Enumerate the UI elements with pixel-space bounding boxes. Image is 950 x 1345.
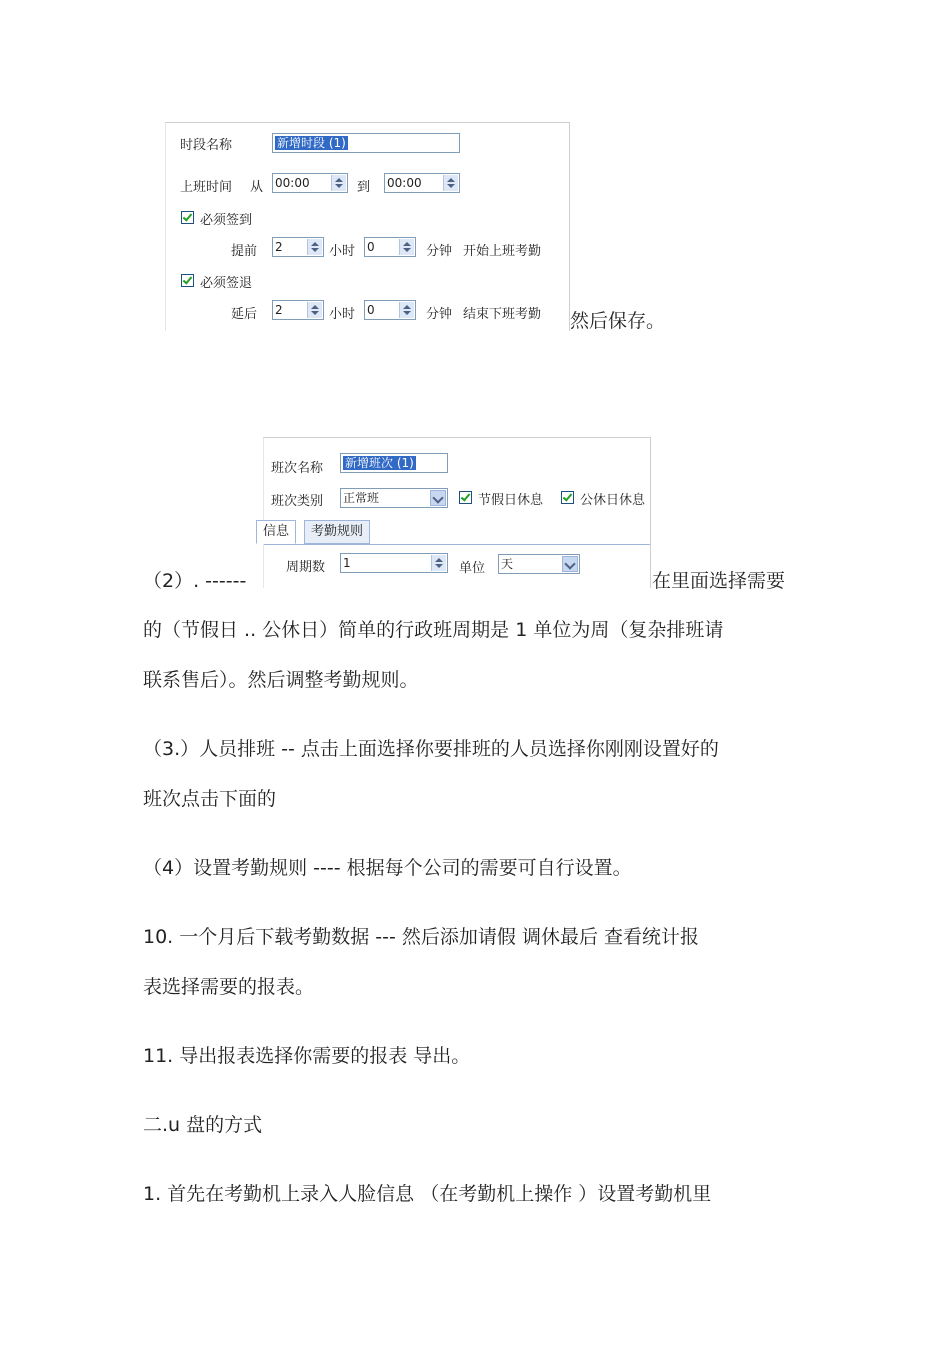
shift-type-value: 正常班	[343, 491, 380, 505]
must-checkin-checkbox[interactable]	[181, 211, 194, 224]
from-time-value: 00:00	[275, 176, 310, 190]
period-name-label: 时段名称	[180, 138, 233, 153]
hour-label-1: 小时	[329, 244, 356, 259]
tab-bar	[264, 520, 650, 545]
tab-attendance-rules[interactable]: 考勤规则	[304, 520, 370, 544]
cycle-stepper[interactable]	[340, 553, 448, 573]
public-rest-label: 公休日休息	[580, 493, 646, 508]
delay-minutes-value: 0	[367, 303, 375, 317]
to-time-spin-icon[interactable]	[443, 175, 458, 191]
para-3-line2: 班次点击下面的	[143, 788, 277, 810]
advance-hours-value: 2	[275, 240, 283, 254]
hour-label-2: 小时	[329, 307, 356, 322]
advance-hours-stepper[interactable]	[272, 237, 324, 257]
para-2-line3: 联系售后）。然后调整考勤规则。	[143, 669, 419, 691]
to-label: 到	[357, 180, 371, 195]
unit-label: 单位	[459, 561, 486, 576]
delay-hours-spin-icon[interactable]	[307, 302, 322, 318]
end-checkout-text: 结束下班考勤	[463, 307, 542, 322]
delay-hours-stepper[interactable]	[272, 300, 324, 320]
public-rest-checkbox[interactable]	[561, 491, 574, 504]
shift-type-select[interactable]	[340, 488, 448, 508]
cycle-spin-icon[interactable]	[431, 555, 446, 571]
minute-label-2: 分钟	[426, 307, 453, 322]
para-2-prefix: （2）. ------	[143, 570, 247, 592]
para-10-line1: 10. 一个月后下载考勤数据 --- 然后添加请假 调休最后 查看统计报	[143, 926, 699, 948]
para-2-suffix: 在里面选择需要	[652, 570, 786, 592]
holiday-rest-label: 节假日休息	[478, 493, 544, 508]
chevron-down-icon[interactable]	[430, 490, 446, 506]
para-s2-1: 1. 首先在考勤机上录入人脸信息 （在考勤机上操作 ）设置考勤机里	[143, 1183, 712, 1205]
time-period-dialog	[165, 122, 570, 331]
from-time-stepper[interactable]	[272, 173, 348, 193]
from-label: 从	[250, 180, 264, 195]
start-checkin-text: 开始上班考勤	[463, 244, 542, 259]
unit-select[interactable]	[498, 554, 580, 574]
period-name-input[interactable]	[272, 133, 460, 153]
cycle-value: 1	[343, 556, 351, 570]
para-3-line1: （3.）人员排班 -- 点击上面选择你要排班的人员选择你刚刚设置好的	[143, 738, 719, 760]
advance-minutes-value: 0	[367, 240, 375, 254]
holiday-rest-checkbox[interactable]	[459, 491, 472, 504]
minute-label-1: 分钟	[426, 244, 453, 259]
advance-minutes-stepper[interactable]	[364, 237, 416, 257]
para-11: 11. 导出报表选择你需要的报表 导出。	[143, 1045, 471, 1067]
shift-name-input[interactable]	[340, 453, 448, 473]
delay-minutes-stepper[interactable]	[364, 300, 416, 320]
chevron-down-icon[interactable]	[562, 556, 578, 572]
unit-value: 天	[501, 557, 514, 571]
advance-hours-spin-icon[interactable]	[307, 239, 322, 255]
delay-label: 延后	[231, 307, 258, 322]
advance-minutes-spin-icon[interactable]	[399, 239, 414, 255]
tab-info[interactable]: 信息	[256, 520, 296, 544]
after-dialog1-text: 然后保存。	[570, 310, 666, 332]
must-checkin-label: 必须签到	[200, 213, 253, 228]
must-checkout-label: 必须签退	[200, 276, 253, 291]
to-time-value: 00:00	[387, 176, 422, 190]
shift-dialog	[263, 437, 651, 588]
must-checkout-checkbox[interactable]	[181, 274, 194, 287]
period-name-value: 新增时段 (1)	[277, 136, 346, 150]
from-time-spin-icon[interactable]	[331, 175, 346, 191]
cycle-label: 周期数	[286, 560, 326, 575]
shift-name-value: 新增班次 (1)	[345, 456, 414, 470]
delay-minutes-spin-icon[interactable]	[399, 302, 414, 318]
to-time-stepper[interactable]	[384, 173, 460, 193]
advance-label: 提前	[231, 244, 258, 259]
para-4: （4）设置考勤规则 ---- 根据每个公司的需要可自行设置。	[143, 857, 632, 879]
work-time-label: 上班时间	[180, 180, 233, 195]
para-10-line2: 表选择需要的报表。	[143, 976, 315, 998]
section-2-heading: 二.u 盘的方式	[143, 1114, 263, 1136]
shift-name-label: 班次名称	[271, 461, 324, 476]
para-2-line2: 的（节假日 .. 公休日）简单的行政班周期是 1 单位为周（复杂排班请	[143, 619, 724, 641]
delay-hours-value: 2	[275, 303, 283, 317]
shift-type-label: 班次类别	[271, 494, 324, 509]
